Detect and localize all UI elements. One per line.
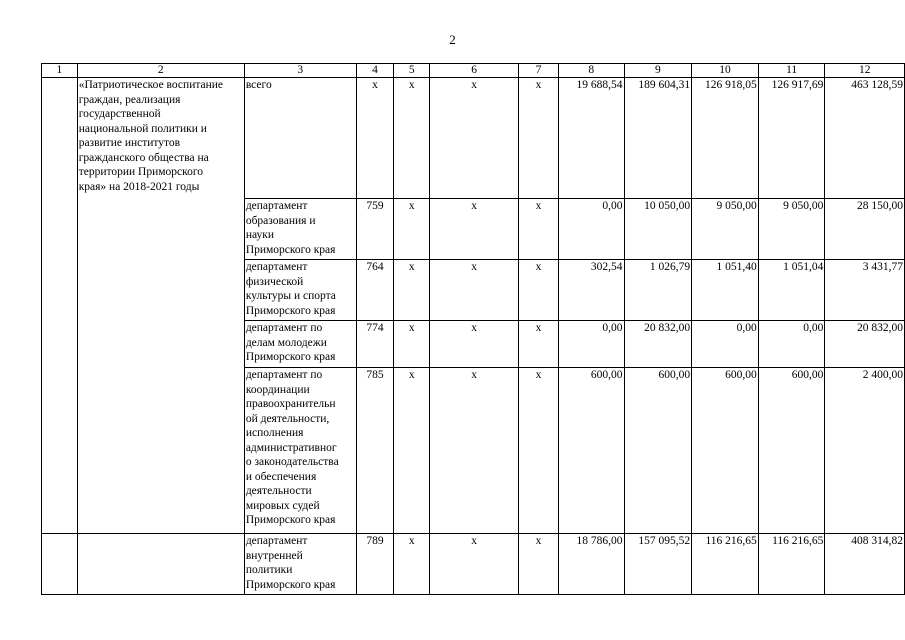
code-cell: х [519,368,559,534]
column-header: 1 [42,64,78,78]
executor-cell: департамент по координации правоохранительн ой деятельности, исполнения административног о законодательства и обеспечения деятельности мировых судей Приморского края [244,368,356,534]
amount-cell: 1 051,04 [758,260,825,321]
column-header: 5 [394,64,430,78]
code-cell: х [430,260,519,321]
amount-cell: 10 050,00 [624,199,692,260]
amount-cell: 116 216,65 [692,534,759,595]
amount-cell: 18 786,00 [558,534,624,595]
code-cell: 789 [356,534,394,595]
amount-cell: 116 216,65 [758,534,825,595]
column-header: 7 [519,64,559,78]
table-row [42,534,905,595]
amount-cell: 2 400,00 [825,368,905,534]
column-header: 12 [825,64,905,78]
amount-cell: 189 604,31 [624,78,692,199]
code-cell: 785 [356,368,394,534]
code-cell: х [394,199,430,260]
amount-cell: 28 150,00 [825,199,905,260]
amount-cell: 463 128,59 [825,78,905,199]
amount-cell: 0,00 [758,321,825,368]
executor-cell: департамент физической культуры и спорта Приморского края [244,260,356,321]
table-row [42,78,905,199]
code-cell: 764 [356,260,394,321]
column-header: 3 [244,64,356,78]
code-cell: х [430,368,519,534]
code-cell: х [519,534,559,595]
page-number: 2 [449,32,456,47]
code-cell: х [519,321,559,368]
column-header: 11 [758,64,825,78]
code-cell: х [356,78,394,199]
code-cell: х [430,199,519,260]
executor-cell: всего [244,78,356,199]
amount-cell: 600,00 [558,368,624,534]
executor-cell: департамент внутренней политики Приморского края [244,534,356,595]
code-cell: х [394,534,430,595]
column-header: 6 [430,64,519,78]
code-cell: х [430,321,519,368]
empty-cell [42,534,78,595]
code-cell: 774 [356,321,394,368]
code-cell: х [394,260,430,321]
amount-cell: 9 050,00 [758,199,825,260]
amount-cell: 600,00 [758,368,825,534]
amount-cell: 20 832,00 [825,321,905,368]
column-header: 10 [692,64,759,78]
amount-cell: 3 431,77 [825,260,905,321]
header-row [42,64,905,78]
empty-cell [42,78,78,534]
code-cell: х [519,78,559,199]
code-cell: х [430,534,519,595]
code-cell: х [519,199,559,260]
column-header: 9 [624,64,692,78]
amount-cell: 302,54 [558,260,624,321]
code-cell: х [394,78,430,199]
empty-cell [77,534,244,595]
column-header: 8 [558,64,624,78]
column-header: 4 [356,64,394,78]
amount-cell: 1 051,40 [692,260,759,321]
code-cell: х [394,368,430,534]
amount-cell: 157 095,52 [624,534,692,595]
program-name-cell: «Патриотическое воспитание граждан, реализация государственной национальной политики и развитие институтов гражданского общества на территории Приморского края» на 2018-2021 годы [77,78,244,534]
amount-cell: 0,00 [558,199,624,260]
code-cell: х [519,260,559,321]
amount-cell: 126 918,05 [692,78,759,199]
budget-table [41,63,905,595]
column-header: 2 [77,64,244,78]
amount-cell: 600,00 [692,368,759,534]
amount-cell: 0,00 [558,321,624,368]
code-cell: х [430,78,519,199]
code-cell: 759 [356,199,394,260]
executor-cell: департамент по делам молодежи Приморского края [244,321,356,368]
amount-cell: 20 832,00 [624,321,692,368]
executor-cell: департамент образования и науки Приморского края [244,199,356,260]
amount-cell: 19 688,54 [558,78,624,199]
amount-cell: 0,00 [692,321,759,368]
amount-cell: 126 917,69 [758,78,825,199]
amount-cell: 1 026,79 [624,260,692,321]
code-cell: х [394,321,430,368]
amount-cell: 600,00 [624,368,692,534]
amount-cell: 408 314,82 [825,534,905,595]
amount-cell: 9 050,00 [692,199,759,260]
